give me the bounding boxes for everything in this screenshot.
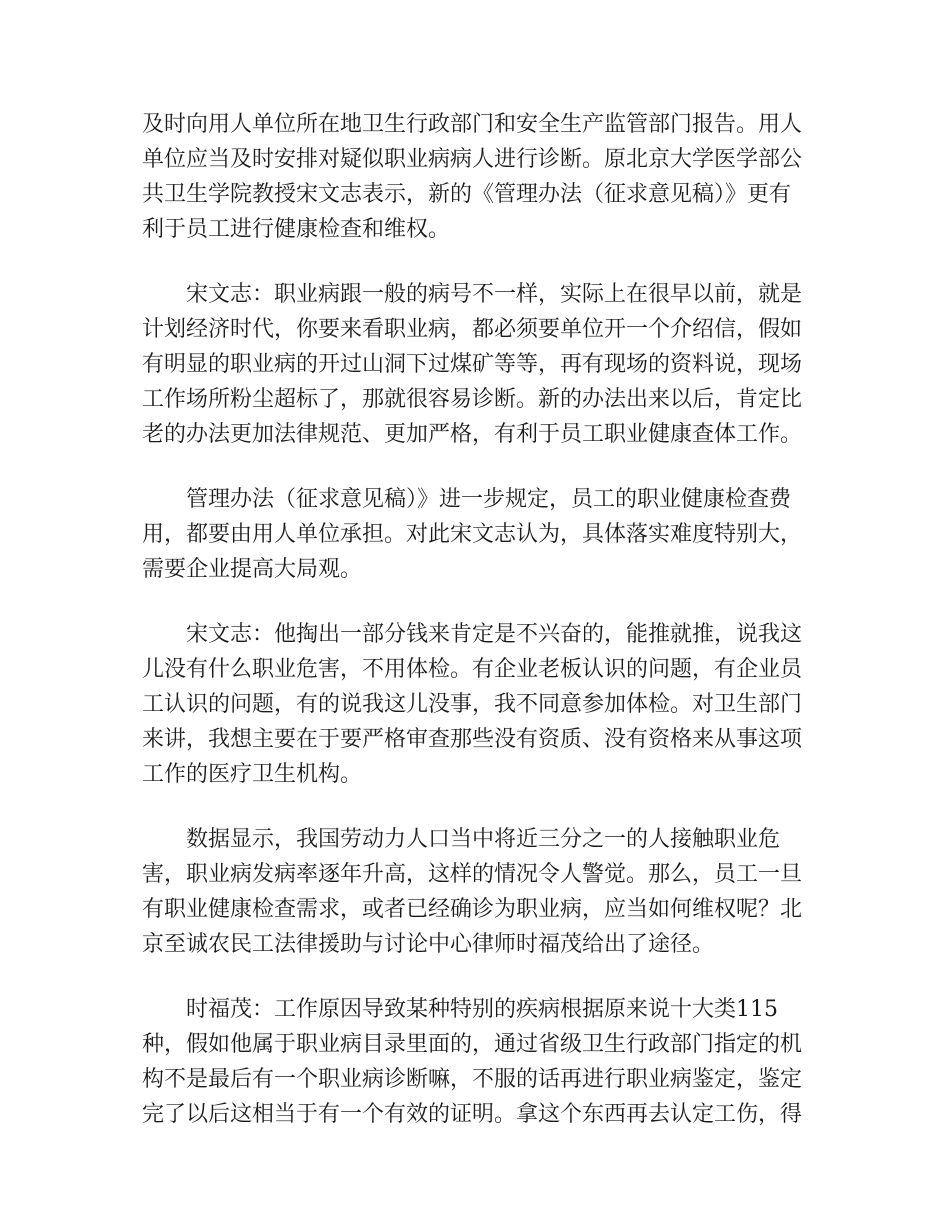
text-line: 有职业健康检查需求，或者已经确诊为职业病，应当如何维权呢？北 [142,897,803,922]
text-line: 儿没有什么职业危害，不用体检。有企业老板认识的问题，有企业员 [142,657,803,682]
text-line: 单位应当及时安排对疑似职业病病人进行诊断。原北京大学医学部公 [142,147,803,172]
paragraph-6 [142,992,802,1132]
text-line: 完了以后这相当于有一个有效的证明。拿这个东西再去认定工伤，得 [142,1102,803,1127]
text-line: 有明显的职业病的开过山洞下过煤矿等等，再有现场的资料说，现场 [142,352,803,377]
text-line: 宋文志：他掏出一部分钱来肯定是不兴奋的，能推就推，说我这 [186,622,803,647]
text-line: 及时向用人单位所在地卫生行政部门和安全生产监管部门报告。用人 [142,112,803,137]
text-line: 工认识的问题，有的说我这儿没事，我不同意参加体检。对卫生部门 [142,692,803,717]
text-line: 管理办法（征求意见稿）》进一步规定，员工的职业健康检查费 [186,487,792,512]
text-line: 时福茂：工作原因导致某种特别的疾病根据原来说十大类115 [186,997,778,1022]
text-line: 工作的医疗卫生机构。 [142,762,363,787]
text-line: 京至诚农民工法律援助与讨论中心律师时福茂给出了途径。 [142,932,715,957]
paragraph-3 [142,482,802,587]
text-line: 需要企业提高大局观。 [142,557,363,582]
text-line: 计划经济时代，你要来看职业病，都必须要单位开一个介绍信，假如 [142,317,803,342]
text-line: 来讲，我想主要在于要严格审查那些没有资质、没有资格来从事这项 [142,727,803,752]
text-line: 害，职业病发病率逐年升高，这样的情况令人警觉。那么，员工一旦 [142,862,803,887]
paragraph-4 [142,617,802,792]
paragraph-5 [142,822,802,962]
paragraph-1 [142,107,802,247]
text-line: 数据显示，我国劳动力人口当中将近三分之一的人接触职业危 [186,827,781,852]
text-line: 利于员工进行健康检查和维权。 [142,217,451,242]
text-line: 宋文志：职业病跟一般的病号不一样，实际上在很早以前，就是 [186,282,803,307]
paragraph-2 [142,277,802,452]
text-line: 构不是最后有一个职业病诊断嘛，不服的话再进行职业病鉴定，鉴定 [142,1067,803,1092]
text-line: 老的办法更加法律规范、更加严格，有利于员工职业健康查体工作。 [142,422,803,447]
text-line: 用，都要由用人单位承担。对此宋文志认为，具体落实难度特别大， [142,522,803,547]
text-line: 工作场所粉尘超标了，那就很容易诊断。新的办法出来以后，肯定比 [142,387,803,412]
text-line: 种，假如他属于职业病目录里面的，通过省级卫生行政部门指定的机 [142,1032,803,1057]
text-line: 共卫生学院教授宋文志表示，新的《管理办法（征求意见稿）》更有 [142,182,792,207]
document-page [142,107,802,1162]
